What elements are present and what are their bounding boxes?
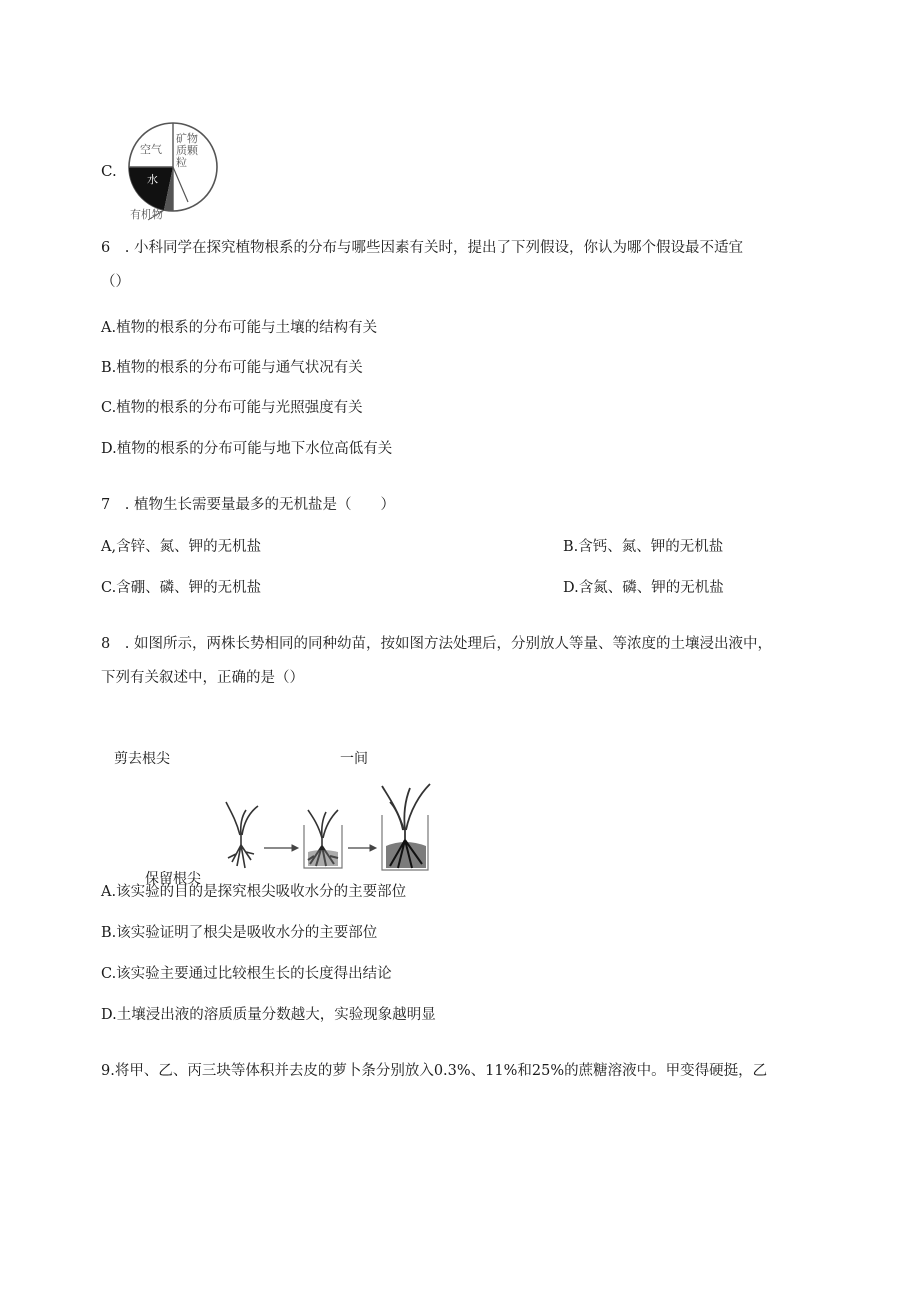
q6-stem-line2: （）	[101, 274, 130, 290]
q6-option-b: B.植物的根系的分布可能与通气状况有关	[101, 360, 363, 376]
q8-stem-line1: 8 . 如图所示，两株长势相同的同种幼苗，按如图方法处理后，分别放人等量、等浓度的土壤浸出液中，	[101, 636, 772, 652]
q7-stem: 7 . 植物生长需要量最多的无机盐是（ ）	[101, 497, 395, 513]
seedling-in-beaker-2	[382, 784, 430, 870]
q8-option-d: D.土壤浸出液的溶质质量分数越大，实验现象越明显	[101, 1007, 436, 1023]
q8-option-b: B.该实验证明了根尖是吸收水分的主要部位	[101, 925, 378, 941]
seedling-before	[226, 802, 258, 868]
q7-option-a: A,含锌、氮、钾的无机盐	[101, 539, 262, 555]
q6-option-d: D.植物的根系的分布可能与地下水位高低有关	[101, 441, 393, 457]
pie-label-water: 水	[147, 173, 158, 186]
q8-stem-line2: 下列有关叙述中，正确的是（）	[101, 670, 304, 686]
q5-option-c-label: C.	[101, 162, 117, 180]
q8-option-c: C.该实验主要通过比较根生长的长度得出结论	[101, 966, 392, 982]
seedling-in-beaker-1	[304, 810, 342, 868]
q6-option-c: C.植物的根系的分布可能与光照强度有关	[101, 400, 363, 416]
q7-option-d: D.含氮、磷、钾的无机盐	[563, 580, 724, 596]
q8-figure-label-keep: 保留根尖	[145, 871, 201, 887]
arrow-right-icon	[264, 845, 298, 851]
q7-option-b: B.含钙、氮、钾的无机盐	[563, 539, 724, 555]
q6-option-a: A.植物的根系的分布可能与土壤的结构有关	[101, 320, 378, 336]
q8-figure-label-time: 一间	[340, 751, 368, 767]
seedling-experiment-figure	[222, 780, 442, 875]
q9-stem: 9.将甲、乙、丙三块等体积并去皮的萝卜条分别放入0.3%、11%和25%的蔗糖溶液中。甲变得硬挺，乙	[101, 1063, 768, 1079]
q6-stem-line1: 6 . 小科同学在探究植物根系的分布与哪些因素有关时，提出了下列假设，你认为哪个假设最不适宜	[101, 240, 743, 256]
q8-figure-label-cut: 剪去根尖	[114, 751, 170, 767]
pie-label-mineral: 矿物质颗粒	[176, 132, 198, 169]
pie-label-air: 空气	[140, 143, 162, 156]
q7-option-c: C.含硼、磷、钾的无机盐	[101, 580, 262, 596]
arrow-right-icon	[348, 845, 376, 851]
q8-option-a: A.该实验的目的是探究根尖吸收水分的主要部位	[101, 884, 407, 900]
pie-label-organic: 有机物	[130, 208, 163, 221]
